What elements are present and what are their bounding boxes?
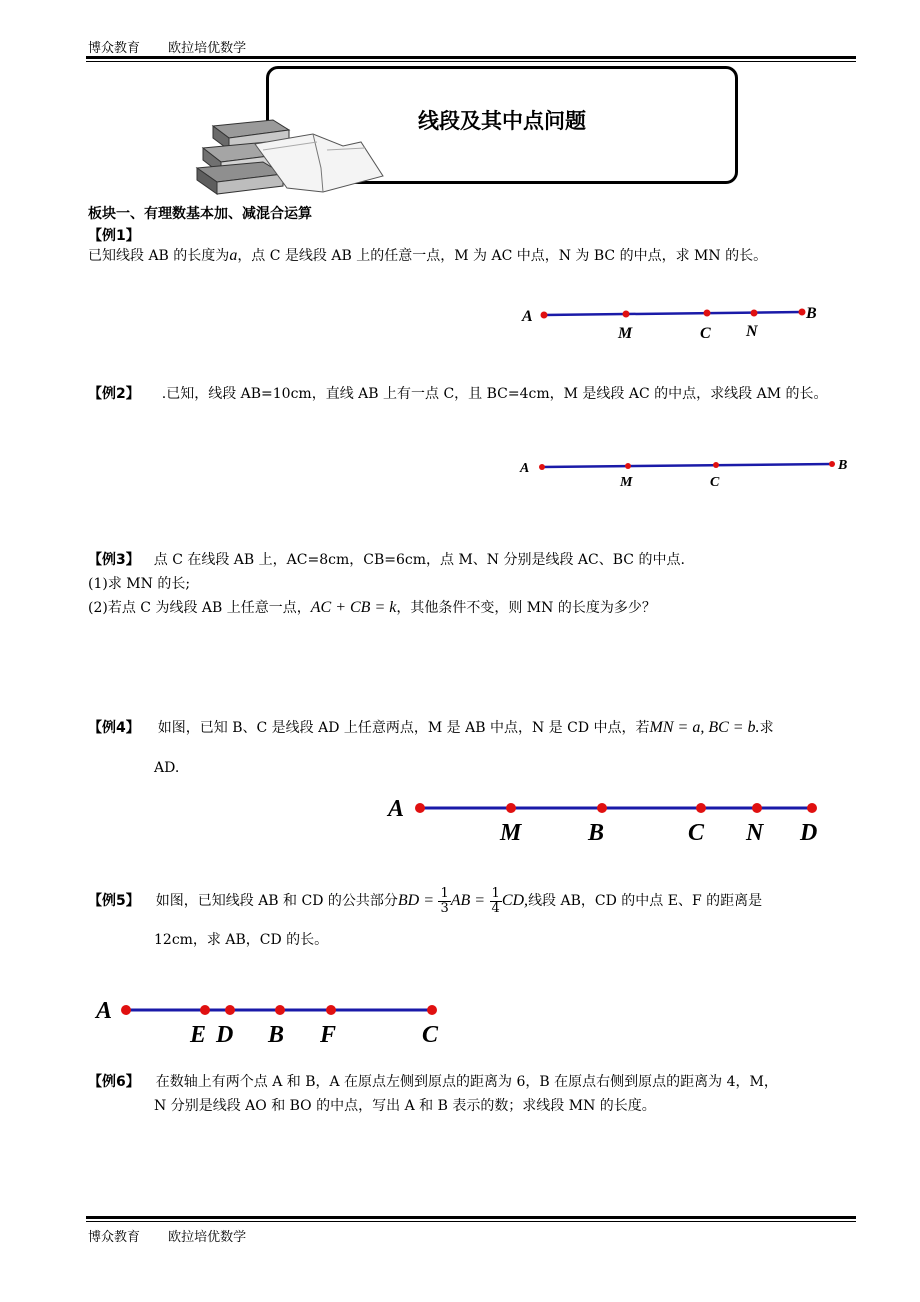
ex5-label-d: D xyxy=(216,1022,234,1048)
ex5-frac2 xyxy=(490,887,502,916)
ex3-block xyxy=(88,549,866,571)
ex5-dot-b xyxy=(275,1005,285,1015)
header-course: 欧拉培优数学 xyxy=(168,41,247,56)
ex5-frac2-num: 1 xyxy=(491,885,500,901)
ex3-q2-math: AC + CB = k xyxy=(310,599,397,616)
ex5-label: 【例5】 xyxy=(88,893,140,909)
page-header xyxy=(88,37,270,56)
footer-rule-thick xyxy=(86,1216,856,1219)
ex4-block xyxy=(88,717,866,739)
ex1-text-b: ，点 C 是线段 AB 上的任意一点，M 为 AC 中点，N 为 BC 的中点，求 MN 的长。 xyxy=(237,248,768,264)
ex2-dot-b xyxy=(829,461,835,467)
ex1-label: 【例1】 xyxy=(88,228,140,244)
books-icon xyxy=(193,116,393,198)
ex4-label-a: A xyxy=(388,796,405,822)
ex6-text-a: 在数轴上有两个点 A 和 B，A 在原点左侧到原点的距离为 6，B 在原点右侧到原点的距离为 4，M， xyxy=(155,1074,778,1090)
ex2-dot-m xyxy=(625,463,631,469)
ex2-text: .已知，线段 AB=10cm，直线 AB 上有一点 C，且 BC=4cm，M 是线段 AC 的中点，求线段 AM 的长。 xyxy=(161,386,828,402)
header-rule-thin xyxy=(86,61,856,62)
ex5-block xyxy=(88,886,868,916)
ex1-label-n: N xyxy=(746,323,758,340)
ex1-dot-n xyxy=(751,310,758,317)
ex4-label-c: C xyxy=(688,820,705,846)
ex5-frac1 xyxy=(438,887,450,916)
ex5-frac2-den: 4 xyxy=(491,900,500,916)
ex4-diagram xyxy=(384,790,834,848)
ex5-dot-f xyxy=(326,1005,336,1015)
ex5-label-b: B xyxy=(268,1022,285,1048)
header-org: 博众教育 xyxy=(88,41,141,56)
ex5-diagram xyxy=(94,990,454,1048)
ex4-dot-m xyxy=(506,803,516,813)
ex3-q1: (1)求 MN 的长; xyxy=(88,576,191,592)
header-rule-thick xyxy=(86,56,856,59)
ex1-label-a: A xyxy=(522,308,533,325)
ex2-dot-c xyxy=(713,462,719,468)
page-footer xyxy=(88,1226,270,1245)
ex4-label-b: B xyxy=(588,820,605,846)
ex5-dot-a xyxy=(121,1005,131,1015)
ex2-label-c: C xyxy=(710,475,720,490)
ex1-dot-a xyxy=(541,312,548,319)
ex4-label-m: M xyxy=(500,820,522,846)
ex2-label-b: B xyxy=(838,458,848,473)
ex3-label: 【例3】 xyxy=(88,552,140,568)
ex4-math: MN = a, BC = b. xyxy=(649,719,760,736)
ex5-dot-e xyxy=(200,1005,210,1015)
ex3-q2 xyxy=(88,597,866,619)
ex1-dot-c xyxy=(704,310,711,317)
ex5-text-b: 线段 AB，CD 的中点 E、F 的距离是 xyxy=(528,893,763,909)
ex5-label-a: A xyxy=(96,998,113,1024)
ex2-block xyxy=(88,383,866,405)
ex1-dot-b xyxy=(799,309,806,316)
ex1-label-c: C xyxy=(700,325,711,342)
ex3-q2-a: (2)若点 C 为线段 AB 上任意一点， xyxy=(88,600,311,616)
ex6-label: 【例6】 xyxy=(88,1074,140,1090)
ex1-var: a xyxy=(229,247,238,264)
ex5-label-c: C xyxy=(422,1022,439,1048)
ex3-q2-b: ，其他条件不变，则 MN 的长度为多少？ xyxy=(396,600,656,616)
ex5-label-f: F xyxy=(320,1022,337,1048)
ex5-label-e: E xyxy=(190,1022,207,1048)
ex2-dot-a xyxy=(539,464,545,470)
ex5-dot-d xyxy=(225,1005,235,1015)
ex5-dot-c xyxy=(427,1005,437,1015)
ex2-label: 【例2】 xyxy=(88,386,140,402)
footer-org: 博众教育 xyxy=(88,1230,141,1245)
ex6-block xyxy=(88,1071,868,1093)
ex1-text xyxy=(88,245,868,267)
ex1-segment xyxy=(544,312,802,315)
section-title: 板块一、有理数基本加、减混合运算 xyxy=(88,206,312,222)
ex4-dot-c xyxy=(696,803,706,813)
ex5-math-ab: AB = xyxy=(450,892,486,909)
ex3-text: 点 C 在线段 AB 上，AC=8cm，CB=6cm，点 M、N 分别是线段 AC、BC 的中点. xyxy=(153,552,685,568)
ex6-text-b: N 分别是线段 AO 和 BO 的中点，写出 A 和 B 表示的数；求线段 MN 的长度。 xyxy=(154,1098,656,1114)
ex1-text-a: 已知线段 AB 的长度为 xyxy=(88,248,230,264)
ex1-label-m: M xyxy=(618,325,633,342)
ex2-label-a: A xyxy=(520,461,530,476)
ex5-text-c: 12cm，求 AB，CD 的长。 xyxy=(154,932,329,948)
ex1-label-b: B xyxy=(806,305,817,322)
ex2-diagram xyxy=(512,452,862,492)
ex1-dot-m xyxy=(623,311,630,318)
ex2-segment xyxy=(542,464,832,467)
ex4-text-c: AD. xyxy=(154,760,180,776)
ex4-label-d: D xyxy=(800,820,818,846)
footer-course: 欧拉培优数学 xyxy=(168,1230,247,1245)
footer-rule-thin xyxy=(86,1221,856,1222)
ex4-label: 【例4】 xyxy=(88,720,140,736)
ex1-diagram xyxy=(518,298,828,344)
ex4-text-a: 如图，已知 B、C 是线段 AD 上任意两点，M 是 AB 中点，N 是 CD 中点，若 xyxy=(157,720,650,736)
ex4-dot-a xyxy=(415,803,425,813)
ex4-dot-b xyxy=(597,803,607,813)
ex5-math-cd: CD, xyxy=(501,892,529,909)
ex5-math-bd: BD = xyxy=(397,892,435,909)
ex2-label-m: M xyxy=(620,475,633,490)
ex5-frac1-den: 3 xyxy=(440,900,449,916)
ex4-dot-n xyxy=(752,803,762,813)
ex4-label-n: N xyxy=(746,820,764,846)
ex4-dot-d xyxy=(807,803,817,813)
ex5-frac1-num: 1 xyxy=(440,885,449,901)
ex5-text-a: 如图，已知线段 AB 和 CD 的公共部分 xyxy=(155,893,398,909)
ex4-text-b: 求 xyxy=(759,720,774,736)
page-title: 线段及其中点问题 xyxy=(418,109,586,133)
